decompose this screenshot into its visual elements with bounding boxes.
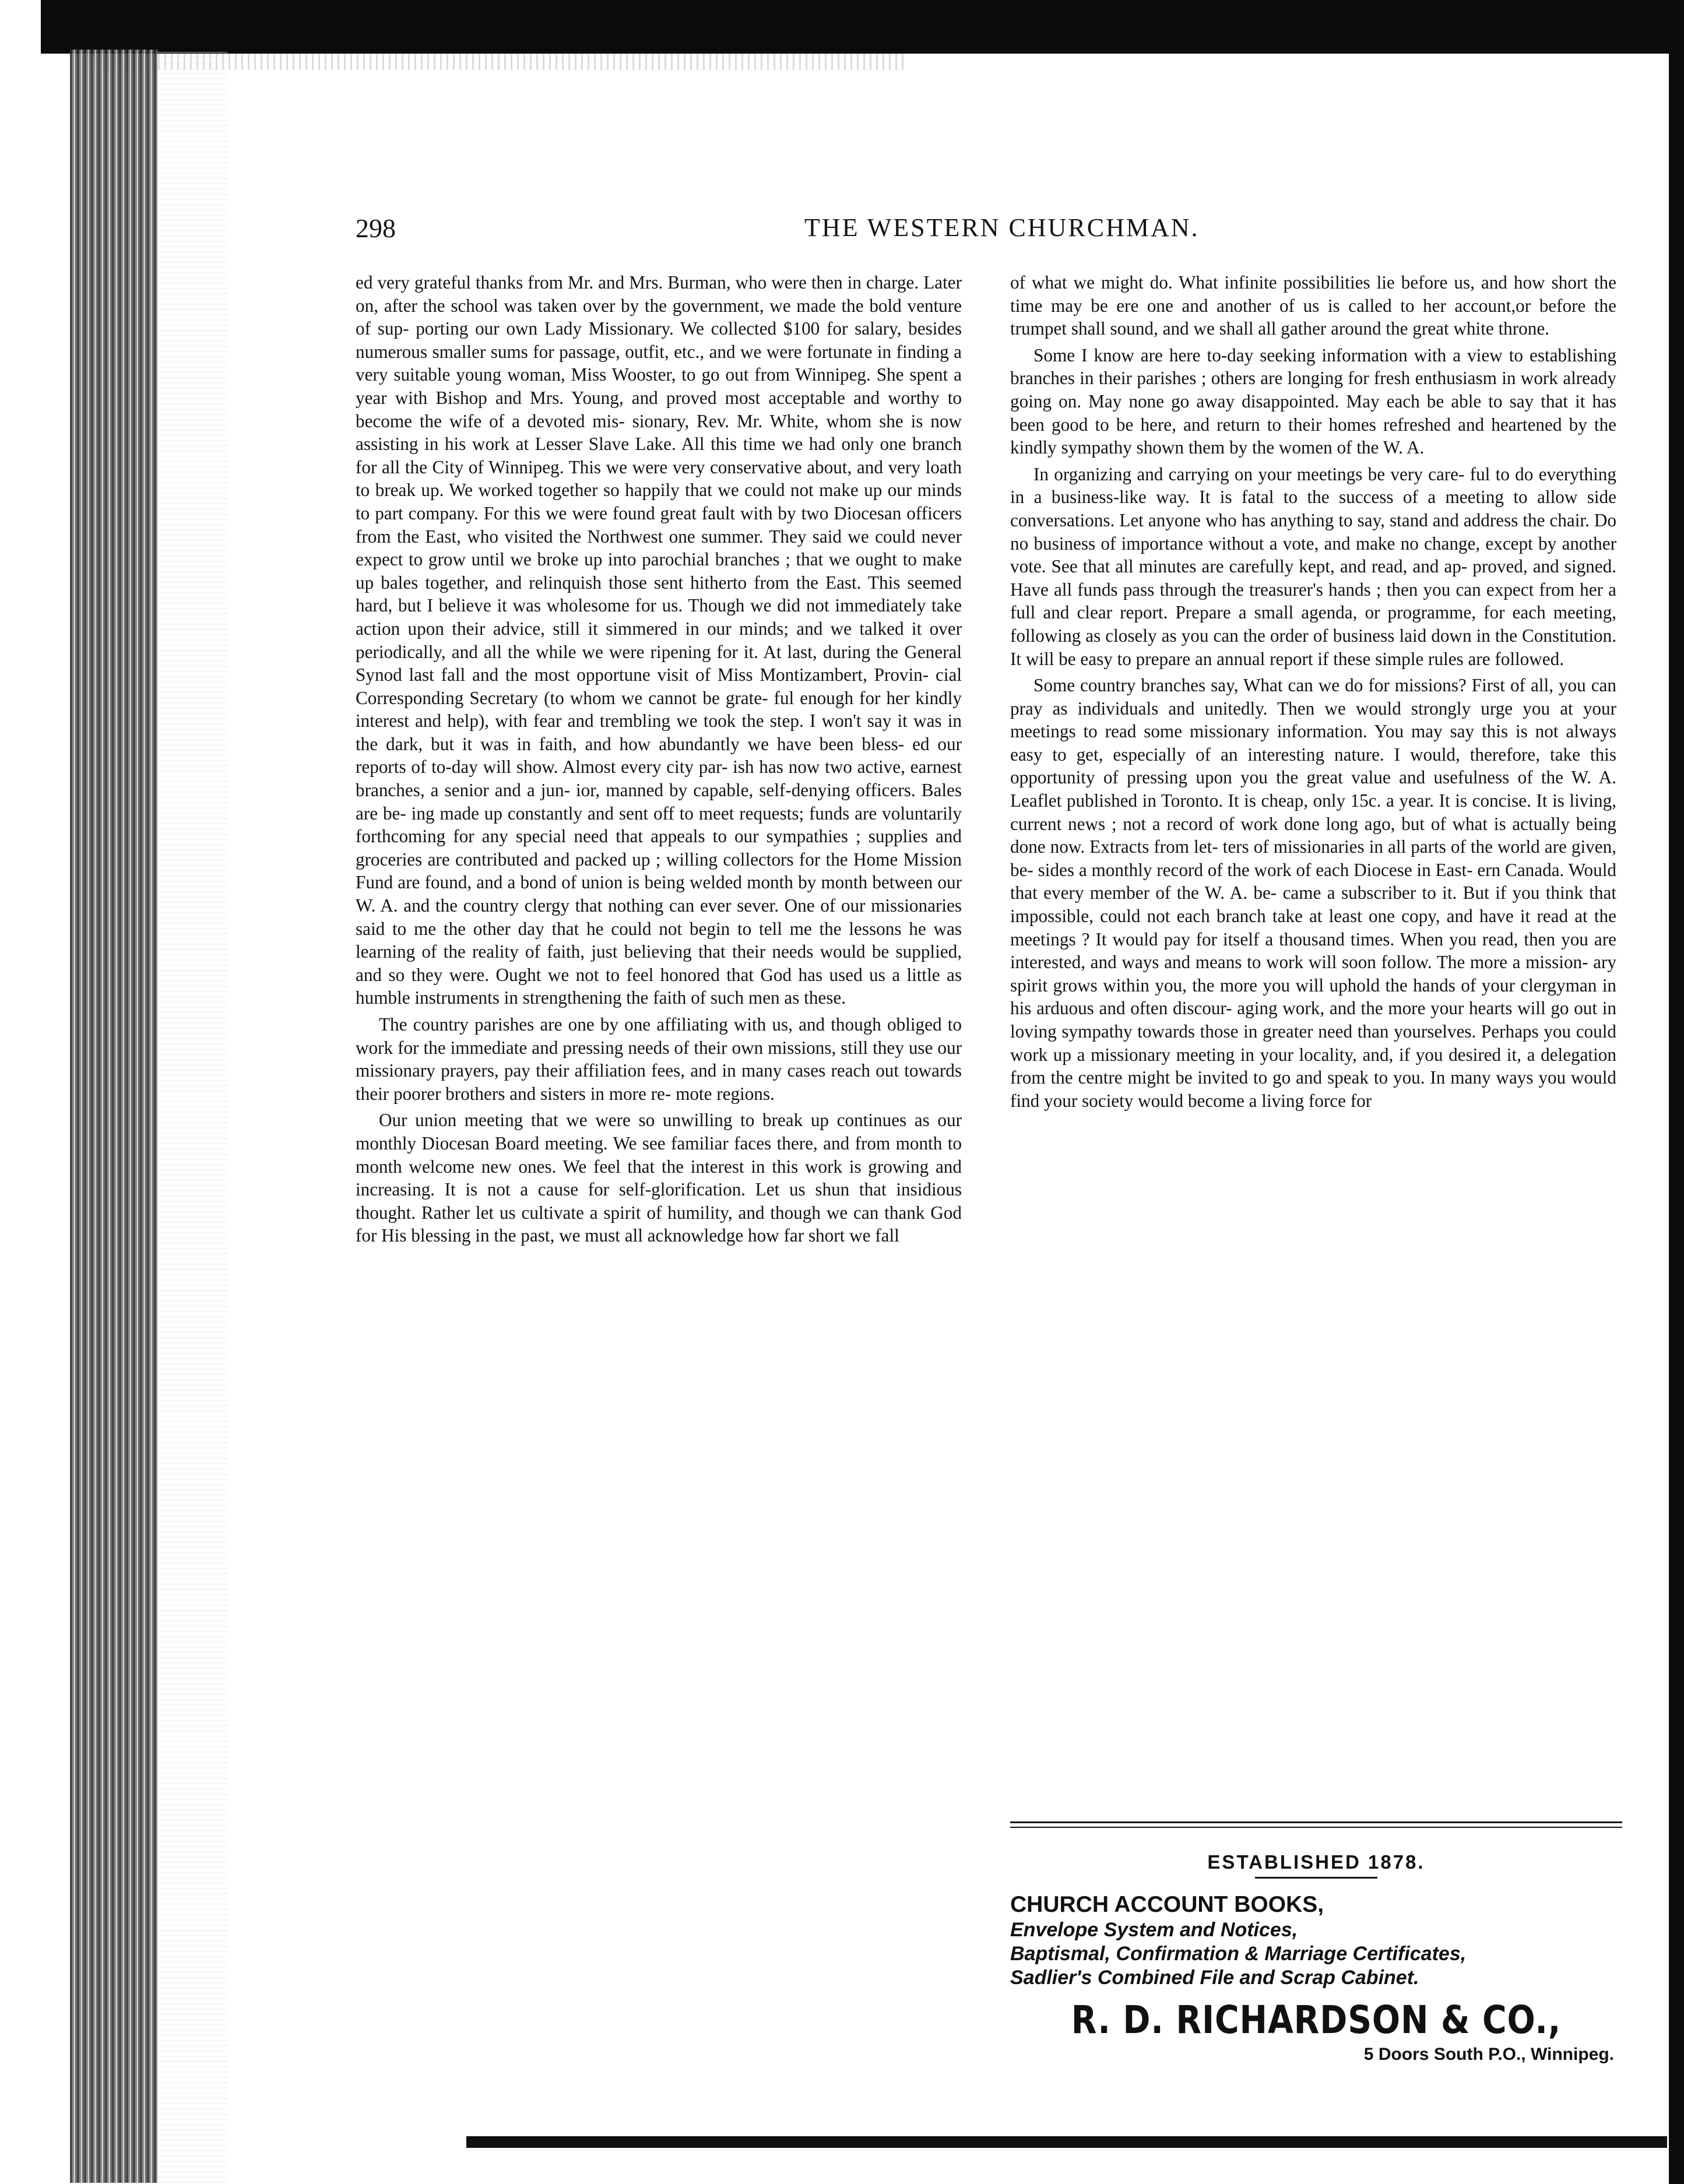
right-column xyxy=(1010,271,1616,1112)
paragraph: The country parishes are one by one affiliating with us, and though obliged to work for the immediate and pressing needs of their own missions, still they use our missionary prayers, pay their affiliation fees, and in many cases reach out towards their poorer brothers and sisters in more re- mote regions. xyxy=(356,1014,962,1104)
left-column xyxy=(356,271,962,1247)
paragraph: of what we might do. What infinite possibilities lie before us, and how short the time may be ere one and another of us is called to her account,or before the trumpet shall sound, and we shall all gather around the great white throne. xyxy=(1010,272,1616,339)
ad-established: ESTABLISHED 1878. xyxy=(1207,1851,1425,1873)
ad-line: Sadlier's Combined File and Scrap Cabinet. xyxy=(1010,1967,1419,1989)
paragraph: Some country branches say, What can we do for missions? First of all, you can pray as individuals and unitedly. Then we would strongly urge you at your meetings to read some missionary information. You may say this is not always easy to get, especially of an interesting nature. I would, therefore, take this opportunity of pressing upon you the great value and usefulness of the W. A. Leaflet published in Toronto. It is cheap, only 15c. a year. It is concise. It is living, current news ; not a record of work done long ago, but of what is actually being done now. Extracts from let- ters of missionaries in all parts of the world are given, be- sides a monthly record of the work of each Diocese in East- ern Canada. Would that every member of the W. A. be- came a subscriber to it. But if you think that impossible, could not each branch take at least one copy, and have it read at the meetings ? It would pay for itself a thousand times. When you read, then you are interested, and ways and means to work will soon follow. The more a mission- ary spirit grows within you, the more you will uphold the hands of your clergyman in his arduous and often discour- aging work, and the more your hearts will go out in loving sympathy towards those in greater need than yourselves. Perhaps you could work up a missionary meeting in your locality, and, if you desired it, a delegation from the centre might be invited to go and speak to you. In many ways you would find your society would become a living force for xyxy=(1010,675,1616,1111)
journal-title: THE WESTERN CHURCHMAN. xyxy=(804,213,1200,242)
ad-line: Baptismal, Confirmation & Marriage Certificates, xyxy=(1010,1943,1467,1965)
scan-right-border xyxy=(1669,35,1684,2184)
ad-underline xyxy=(1255,1877,1377,1879)
advertisement xyxy=(1010,1821,1622,2066)
paragraph: Some I know are here to-day seeking information with a view to establishing branches in their parishes ; others are longing for fresh enthusiasm in work already going on. May none go away disappointed. May each be able to say that it has been good to be here, and return to their homes refreshed and heartened by the kindly sympathy shown them by the women of the W. A. xyxy=(1010,344,1616,458)
binding-gutter xyxy=(70,50,157,2183)
gutter-shadow xyxy=(157,50,227,2183)
scan-bottom-border xyxy=(466,2136,1667,2148)
paragraph: ed very grateful thanks from Mr. and Mrs. Burman, who were then in charge. Later on, after the school was taken over by the government, we made the bold venture of sup- porting our own Lady Missionary. We collected $100 for salary, besides numerous smaller sums for passage, outfit, etc., and we were fortunate in finding a very suitable young woman, Miss Wooster, to go out from Winnipeg. She spent a year with Bishop and Mrs. Young, and proved most acceptable and worthy to become the wife of a devoted mis- sionary, Rev. Mr. White, whom she is now assisting in his work at Lesser Slave Lake. All this time we had only one branch for all the City of Winnipeg. This we were very conservative about, and very loath to break up. We worked together so happily that we could not make up our minds to part company. For this we were found great fault with by two Diocesan officers from the East, who visited the Northwest one summer. They said we could never expect to grow until we broke up into parochial branches ; that we ought to make up bales together, and relinquish those sent hitherto from the East. This seemed hard, but I believe it was wholesome for us. Though we did not immediately take action upon their advice, still it simmered in our minds; and we talked it over periodically, and all the while we were ripening for it. At last, during the General Synod last fall and the most opportune visit of Miss Montizambert, Provin- cial Corresponding Secretary (to whom we cannot be grate- ful enough for her kindly interest and help), with fear and trembling we took the step. I won't say it was in the dark, but it was in faith, and how abundantly we have been bless- ed our reports of to-day will show. Almost every city par- ish has now two active, earnest branches, a senior and a jun- ior, manned by capable, self-denying officers. Bales are be- ing made up constantly and sent off to meet requests; funds are voluntarily forthcoming for any special need that appeals to our sympathies ; supplies and groceries are contributed and packed up ; willing collectors for the Home Mission Fund are found, and a bond of union is being welded month by month between our W. A. and the country clergy that nothing can ever sever. One of our missionaries said to me the other day that he could not begin to tell me the lessons he was learning of the reality of faith, just believing that their needs would be supplied, and so they were. Ought we not to feel honored that God has used us a little as humble instruments in strengthening the faith of such men as these. xyxy=(356,272,962,1008)
ad-headline: CHURCH ACCOUNT BOOKS, xyxy=(1010,1892,1324,1917)
paragraph: In organizing and carrying on your meetings be very care- ful to do everything in a business-like way. It is fatal to the success of a meeting to allow side conversations. Let anyone who has anything to say, stand and address the chair. Do no business of importance without a vote, and make no change, except by another vote. See that all minutes are carefully kept, and read, and ap- proved, and signed. Have all funds pass through the treasurer's hands ; then you can expect from her a full and clear report. Prepare a small agenda, or programme, for each meeting, following as closely as you can the order of business laid down in the Constitution. It will be easy to prepare an annual report if these simple rules are followed. xyxy=(1010,463,1616,669)
paragraph: Our union meeting that we were so unwilling to break up continues as our monthly Diocesan Board meeting. We see familiar faces there, and from month to month welcome new ones. We feel that the interest in this work is growing and increasing. It is not a cause for self-glorification. Let us shun that insidious thought. Rather let us cultivate a spirit of humility, and though we can thank God for His blessing in the past, we must all acknowledge how far short we fall xyxy=(356,1110,962,1246)
ad-company: R. D. RICHARDSON & CO., xyxy=(1071,1997,1562,2042)
ad-rule xyxy=(1010,1821,1622,1823)
ad-address: 5 Doors South P.O., Winnipeg. xyxy=(1363,2045,1614,2064)
ad-line: Envelope System and Notices, xyxy=(1010,1919,1298,1941)
page-number: 298 xyxy=(356,213,396,243)
ad-rule xyxy=(1010,1827,1622,1828)
scan-top-border xyxy=(41,0,1684,54)
running-header xyxy=(356,213,1620,248)
